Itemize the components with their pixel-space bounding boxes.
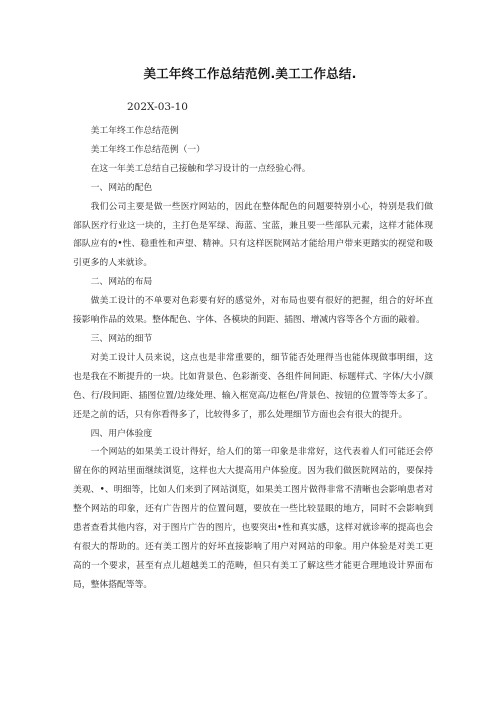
paragraph-detail: 对美工设计人员来说，这点也是非常重要的，细节能否处理得当也能体现做事明细，这也是我在不断提升的一块。比如背景色、色彩渐变、各组件间间距、标题样式、字体/大小/颜色、行/段间距、插图位置/边缘处理、输入框宽高/边框色/背景色、按钮的位置等等太多了。还是之前的话，只有你看得多了，比较得多了，那么处理细节方面也会有很大的提升。	[73, 352, 433, 420]
document-title: 美工年终工作总结范例.美工工作总结.	[143, 66, 357, 81]
section-heading-layout: 二、网站的布局	[90, 277, 153, 288]
document-date: 202X-03-10	[127, 101, 188, 113]
paragraph-subtitle: 美工年终工作总结范例	[90, 126, 179, 136]
document-body	[73, 122, 433, 595]
section-heading-detail: 三、网站的细节	[90, 333, 153, 344]
paragraph-color: 我们公司主要是做一些医疗网站的，因此在整体配色的问题要特别小心，特别是我们做部队医疗行业这一块的，主打色是军绿、海蓝、宝蓝，兼且要一些部队元素，这样才能体现部队应有的•性、稳重性和声望、精神。只有这样医院网站才能给用户带来更踏实的视觉和吸引更多的人来就诊。	[73, 201, 433, 269]
paragraph-intro: 在这一年美工总结自己接触和学习设计的一点经验心得。	[90, 163, 311, 174]
paragraph-layout: 做美工设计的不单要对色彩要有好的感觉外，对布局也要有很好的把握，组合的好坏直接影响作品的效果。整体配色、字体、各模块的间距、插图、增减内容等各个方面的敲着。	[73, 296, 433, 326]
section-heading-ux: 四、用户体验度	[90, 428, 153, 439]
paragraph-example-heading: 美工年终工作总结范例（一）	[90, 144, 205, 155]
paragraph-ux: 一个网站的如果美工设计得好，给人们的第一印象是非常好，这代表着人们可能还会停留在你的网站里面继续浏览，这样也大大提高用户体验度。因为我们做医院网站的，要保持美观、•、明细等，比如人们来到了网站浏览，如果美工图片做得非常不清晰也会影响患者对整个网站的印象，还有广告图片的位置问题，要放在一些比较显眼的地方，同时不会影响到患者查看其他内容，对于图片广告的图片，也要突出•性和真实感，这样对就诊率的提高也会有很大的帮助的。还有美工图片的好坏直接影响了用户对网站的印象。用户体验是对美工更高的一个要求，甚至有点儿超越美工的范畴，但只有美工了解这些才能更合理地设计界面布局，整体搭配等等。	[73, 447, 433, 590]
section-heading-color: 一、网站的配色	[90, 182, 153, 193]
